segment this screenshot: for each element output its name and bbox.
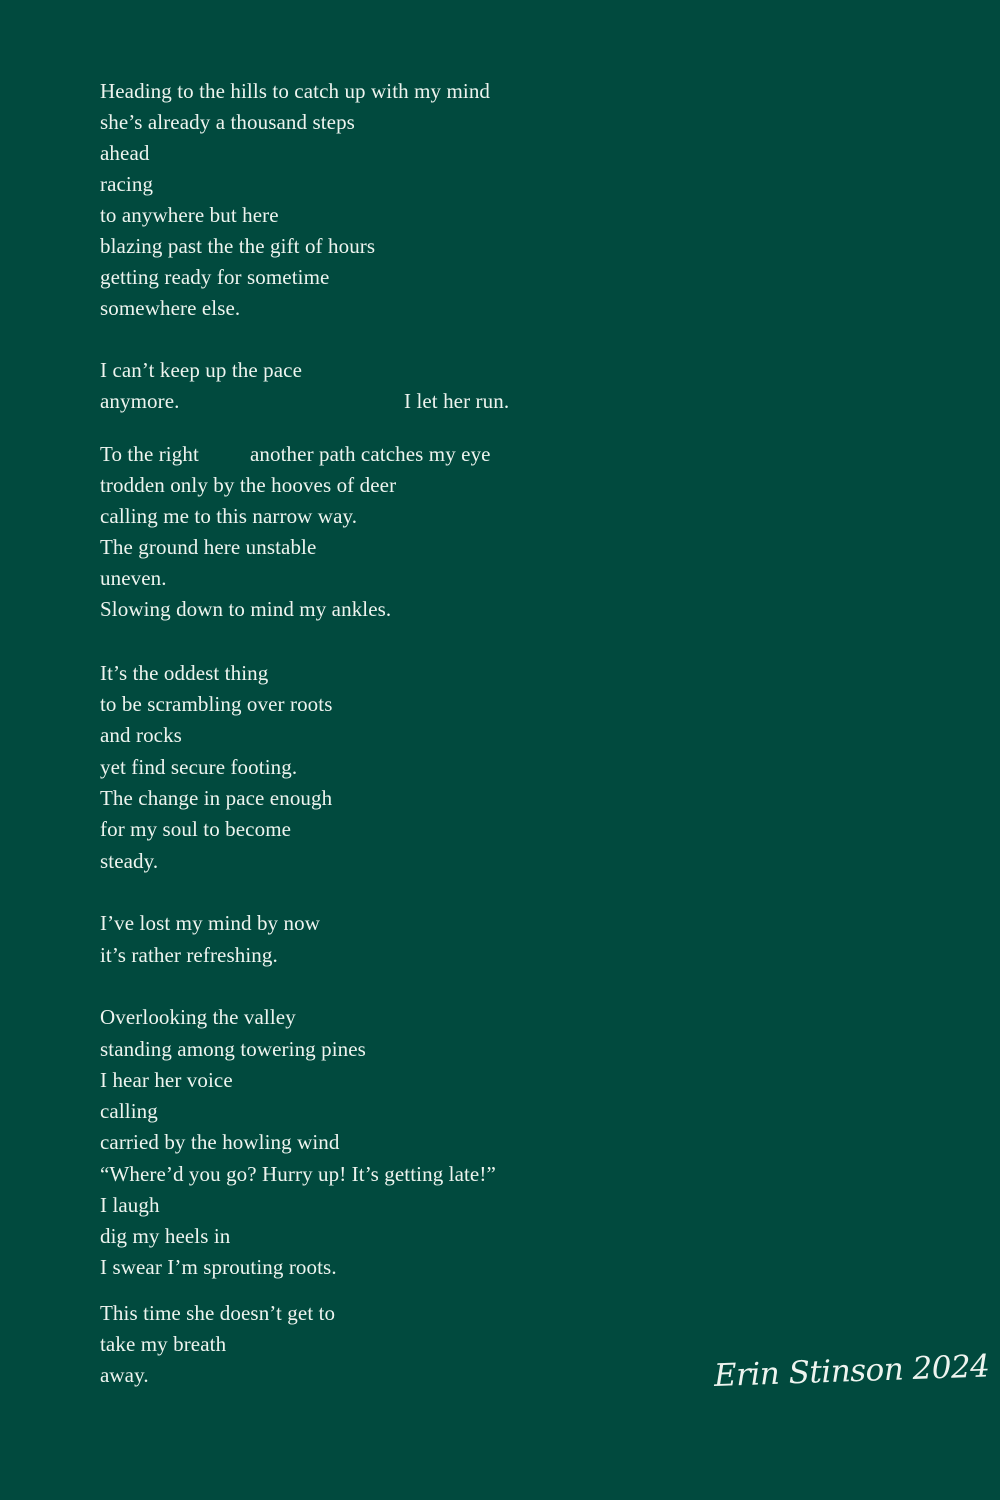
poem-line: I hear her voice — [100, 1068, 233, 1092]
poem-line: Overlooking the valley — [100, 1005, 296, 1029]
poem-line: yet find secure footing. — [100, 755, 298, 779]
poem-line: “Where’d you go? Hurry up! It’s getting late!” — [100, 1162, 496, 1186]
poem-line: I laugh — [100, 1193, 160, 1217]
poem-line: standing among towering pines — [100, 1037, 366, 1061]
poem-line: I’ve lost my mind by now — [100, 911, 320, 935]
poem-line: I let her run. — [404, 389, 510, 413]
poem-line: for my soul to become — [100, 817, 292, 841]
poem-line: racing — [100, 172, 154, 196]
poem-line: getting ready for sometime — [100, 265, 330, 289]
poem-line: away. — [100, 1363, 149, 1387]
poem-line: It’s the oddest thing — [100, 661, 269, 685]
poem-line: Heading to the hills to catch up with my mind — [100, 79, 491, 103]
poem-line: blazing past the the gift of hours — [100, 234, 376, 258]
poem-line: ahead — [100, 141, 150, 165]
author-signature: Erin Stinson 2024 — [713, 1348, 991, 1394]
poem-line: to anywhere but here — [100, 203, 279, 227]
poem-line: dig my heels in — [100, 1224, 231, 1248]
poem-line: To the right — [100, 442, 199, 466]
poem-line: I can’t keep up the pace — [100, 358, 302, 382]
poem-line: anymore. — [100, 389, 180, 413]
poem-line: steady. — [100, 849, 159, 873]
poem-line: uneven. — [100, 566, 167, 590]
poem-line: and rocks — [100, 723, 182, 747]
poem-line: it’s rather refreshing. — [100, 943, 278, 967]
poem-line: This time she doesn’t get to — [100, 1301, 336, 1325]
poem-line: take my breath — [100, 1332, 227, 1356]
poem-line: somewhere else. — [100, 296, 241, 320]
poem-line: The ground here unstable — [100, 535, 317, 559]
poem-line: calling — [100, 1099, 158, 1123]
poem-line: trodden only by the hooves of deer — [100, 473, 397, 497]
poem-line: I swear I’m sprouting roots. — [100, 1255, 337, 1279]
poem-line: another path catches my eye — [250, 442, 491, 466]
poem-line: calling me to this narrow way. — [100, 504, 358, 528]
poem-line: Slowing down to mind my ankles. — [100, 597, 392, 621]
poem-line: The change in pace enough — [100, 786, 333, 810]
poem-line: carried by the howling wind — [100, 1130, 340, 1154]
poem-line: she’s already a thousand steps — [100, 110, 355, 134]
poem-line: to be scrambling over roots — [100, 692, 333, 716]
